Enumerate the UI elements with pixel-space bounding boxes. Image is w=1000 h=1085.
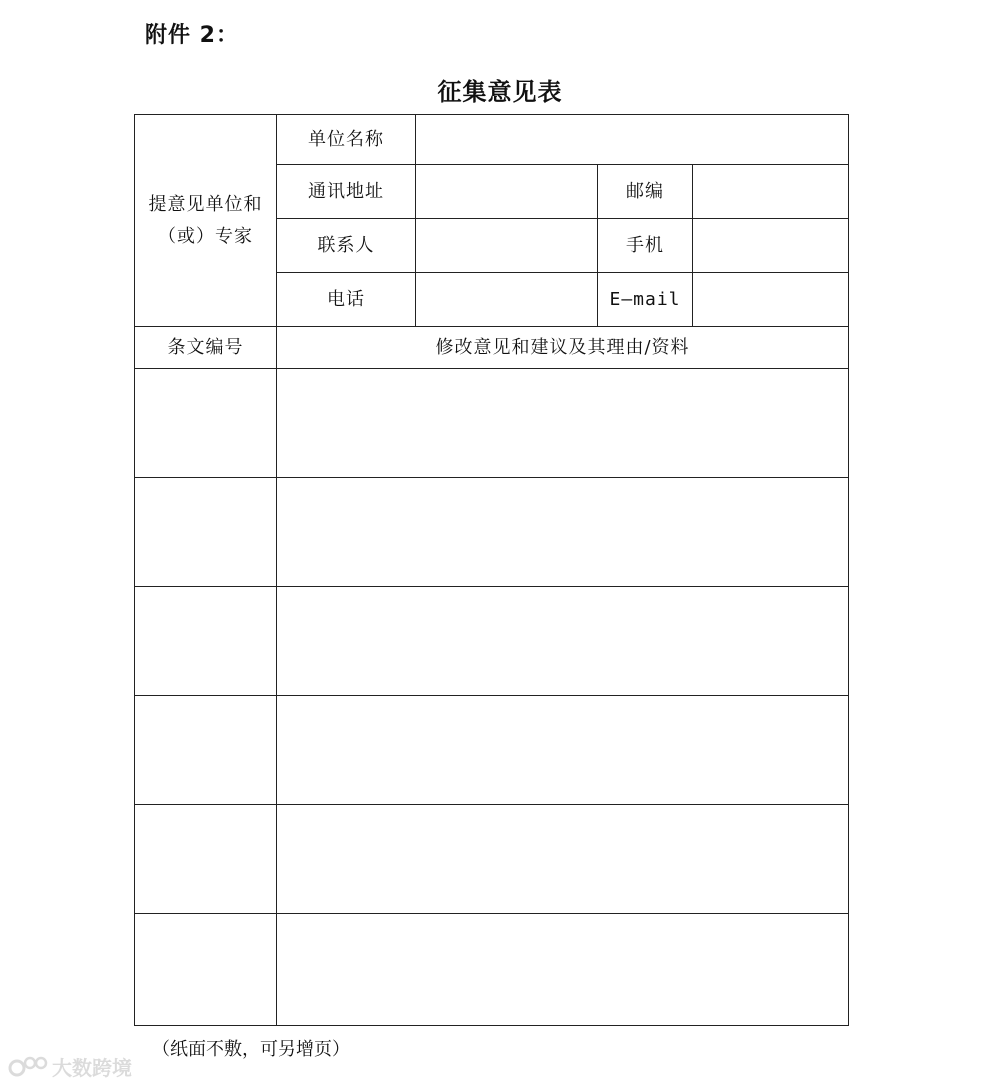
clause-number-field[interactable]: [135, 914, 277, 1026]
address-label: 通讯地址: [277, 165, 416, 219]
clause-number-field[interactable]: [135, 805, 277, 914]
attachment-label: 附件 2：: [145, 23, 239, 48]
mobile-label: 手机: [598, 219, 693, 273]
clause-number-field[interactable]: [135, 478, 277, 587]
phone-field[interactable]: [416, 273, 598, 327]
opinion-field[interactable]: [277, 369, 849, 478]
contact-field[interactable]: [416, 219, 598, 273]
opinion-field[interactable]: [277, 914, 849, 1026]
opinion-field[interactable]: [277, 478, 849, 587]
logo-icon: [8, 1054, 48, 1080]
comments-header-row: [135, 327, 849, 369]
watermark-text: 大数跨境: [52, 1056, 132, 1080]
clause-number-field[interactable]: [135, 587, 277, 696]
comment-row: [135, 914, 849, 1026]
comment-row: [135, 478, 849, 587]
postcode-label: 邮编: [598, 165, 693, 219]
email-label: E—mail: [598, 273, 693, 327]
clause-number-field[interactable]: [135, 696, 277, 805]
page-title: 征集意见表: [437, 78, 563, 106]
postcode-field[interactable]: [693, 165, 849, 219]
email-field[interactable]: [693, 273, 849, 327]
contact-label: 联系人: [277, 219, 416, 273]
comment-row: [135, 696, 849, 805]
clause-number-header: 条文编号: [135, 327, 277, 369]
opinion-form-table: [134, 114, 849, 1026]
entity-label-cell: [135, 115, 277, 327]
comment-row: [135, 587, 849, 696]
comment-row: [135, 369, 849, 478]
unit-name-field[interactable]: [416, 115, 849, 165]
opinion-header: 修改意见和建议及其理由/资料: [277, 327, 849, 369]
address-field[interactable]: [416, 165, 598, 219]
mobile-field[interactable]: [693, 219, 849, 273]
phone-label: 电话: [277, 273, 416, 327]
unit-name-label: 单位名称: [277, 115, 416, 165]
clause-number-field[interactable]: [135, 369, 277, 478]
opinion-field[interactable]: [277, 696, 849, 805]
comment-row: [135, 805, 849, 914]
opinion-field[interactable]: [277, 587, 849, 696]
form-row-unit-name: [135, 115, 849, 165]
watermark: [8, 1052, 132, 1081]
entity-label: 提意见单位和（或）专家: [148, 193, 263, 247]
opinion-field[interactable]: [277, 805, 849, 914]
footnote: （纸面不敷，可另增页）: [152, 1039, 350, 1060]
